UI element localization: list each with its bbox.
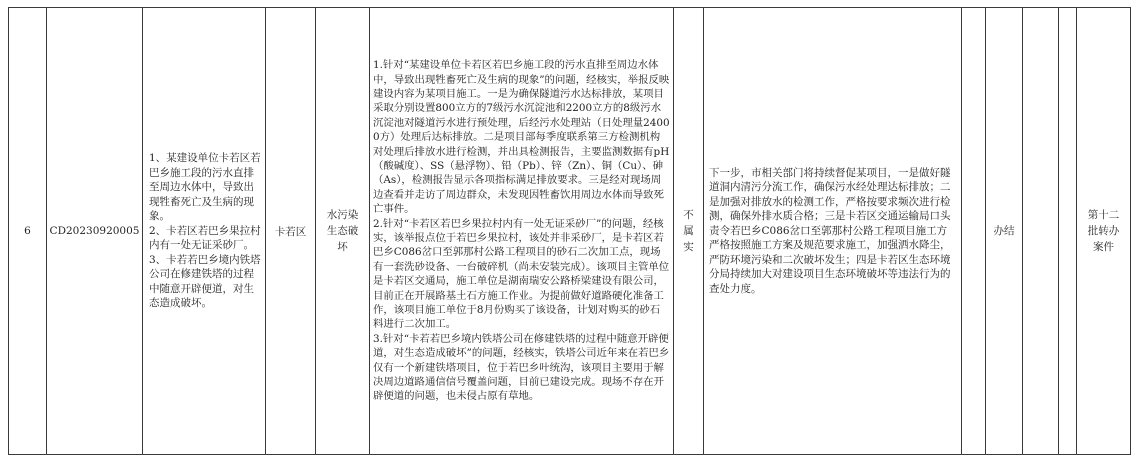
district: 卡若区 [266,8,316,455]
row-index: 6 [9,8,47,455]
empty-cell [962,8,986,455]
empty-cell [1059,8,1077,455]
batch: 第十二批转办案件 [1077,8,1131,455]
is-true: 不属实 [674,8,704,455]
empty-cell [1023,8,1059,455]
case-id: CD20230920005 [47,8,143,455]
reported-issue: 1、某建设单位卡若区若巴乡施工段的污水直排至周边水体中，导致出现牲畜死亡及生病的现象。 2、卡若区若巴乡果拉村内有一处无证采砂厂。 3、卡若若巴乡境内铁塔公司在修建铁塔的过程中随意开辟便道，对生态造成破坏。 [143,8,266,455]
status: 办结 [986,8,1023,455]
pollution-type: 水污染生态破坏 [316,8,370,455]
table-row [9,8,1131,455]
handling-measures: 下一步，市相关部门将持续督促某项目，一是做好隧道洞内清污分流工作，确保污水经处理达标排放；二是加强对排放水的检测工作，严格按要求频次进行检测，确保外排水质合格；三是卡若区交通运输局口头责令若巴乡C086岔口至郭那村公路工程项目施工方严格按照施工方案及规范要求施工，加强洒水降尘，严防环境污染和二次破坏发生；四是卡若区生态环境分局持续加大对建设项目生态环境破坏等违法行为的查处力度。 [704,8,962,455]
verification-result: 1.针对“某建设单位卡若区若巴乡施工段的污水直排至周边水体中，导致出现牲畜死亡及生病的现象”的问题，经核实，举报反映建设内容为某项目施工。一是为确保隧道污水达标排放，某项目采取分别设置800立方的7级污水沉淀池和2200立方的8级污水沉淀池对隧道污水进行预处理，后经污水处理站（日处理量24000方）处理后达标排放。二是项目部每季度联系第三方检测机构对处理后排放水进行检测，并出具检测报告，主要监测数据有pH（酸碱度）、SS（悬浮物）、铅（Pb）、锌（Zn）、铜（Cu）、砷（As），检测报告显示各项指标满足排放要求。三是经对现场周边查看并走访了周边群众，未发现因牲畜饮用周边水体而导致死亡事件。 2.针对“卡若区若巴乡果拉村内有一处无证采砂厂”的问题，经核实，该举报点位于若巴乡果拉村，该处并非采砂厂，是卡若区若巴乡C086岔口至郭那村公路工程项目的砂石二次加工点，现场有一套洗砂设备、一台破碎机（尚未安装完成）。该项目主管单位是卡若区交通局，施工单位是湖南瑞安公路桥梁建设有限公司，目前正在开展路基土石方施工作业。为提前做好道路硬化准备工作，该项目施工单位于8月份购买了该设备，计划对购买的砂石料进行二次加工。 3.针对“卡若若巴乡境内铁塔公司在修建铁塔的过程中随意开辟便道，对生态造成破坏”的问题，经核实，铁塔公司近年来在若巴乡仅有一个新建铁塔项目，位于若巴乡叶统沟，该项目主要用于解决周边道路通信信号覆盖问题，目前已建设完成。现场不存在开辟便道的问题，也未侵占原有草地。 [370,8,674,455]
case-table [8,7,1131,455]
